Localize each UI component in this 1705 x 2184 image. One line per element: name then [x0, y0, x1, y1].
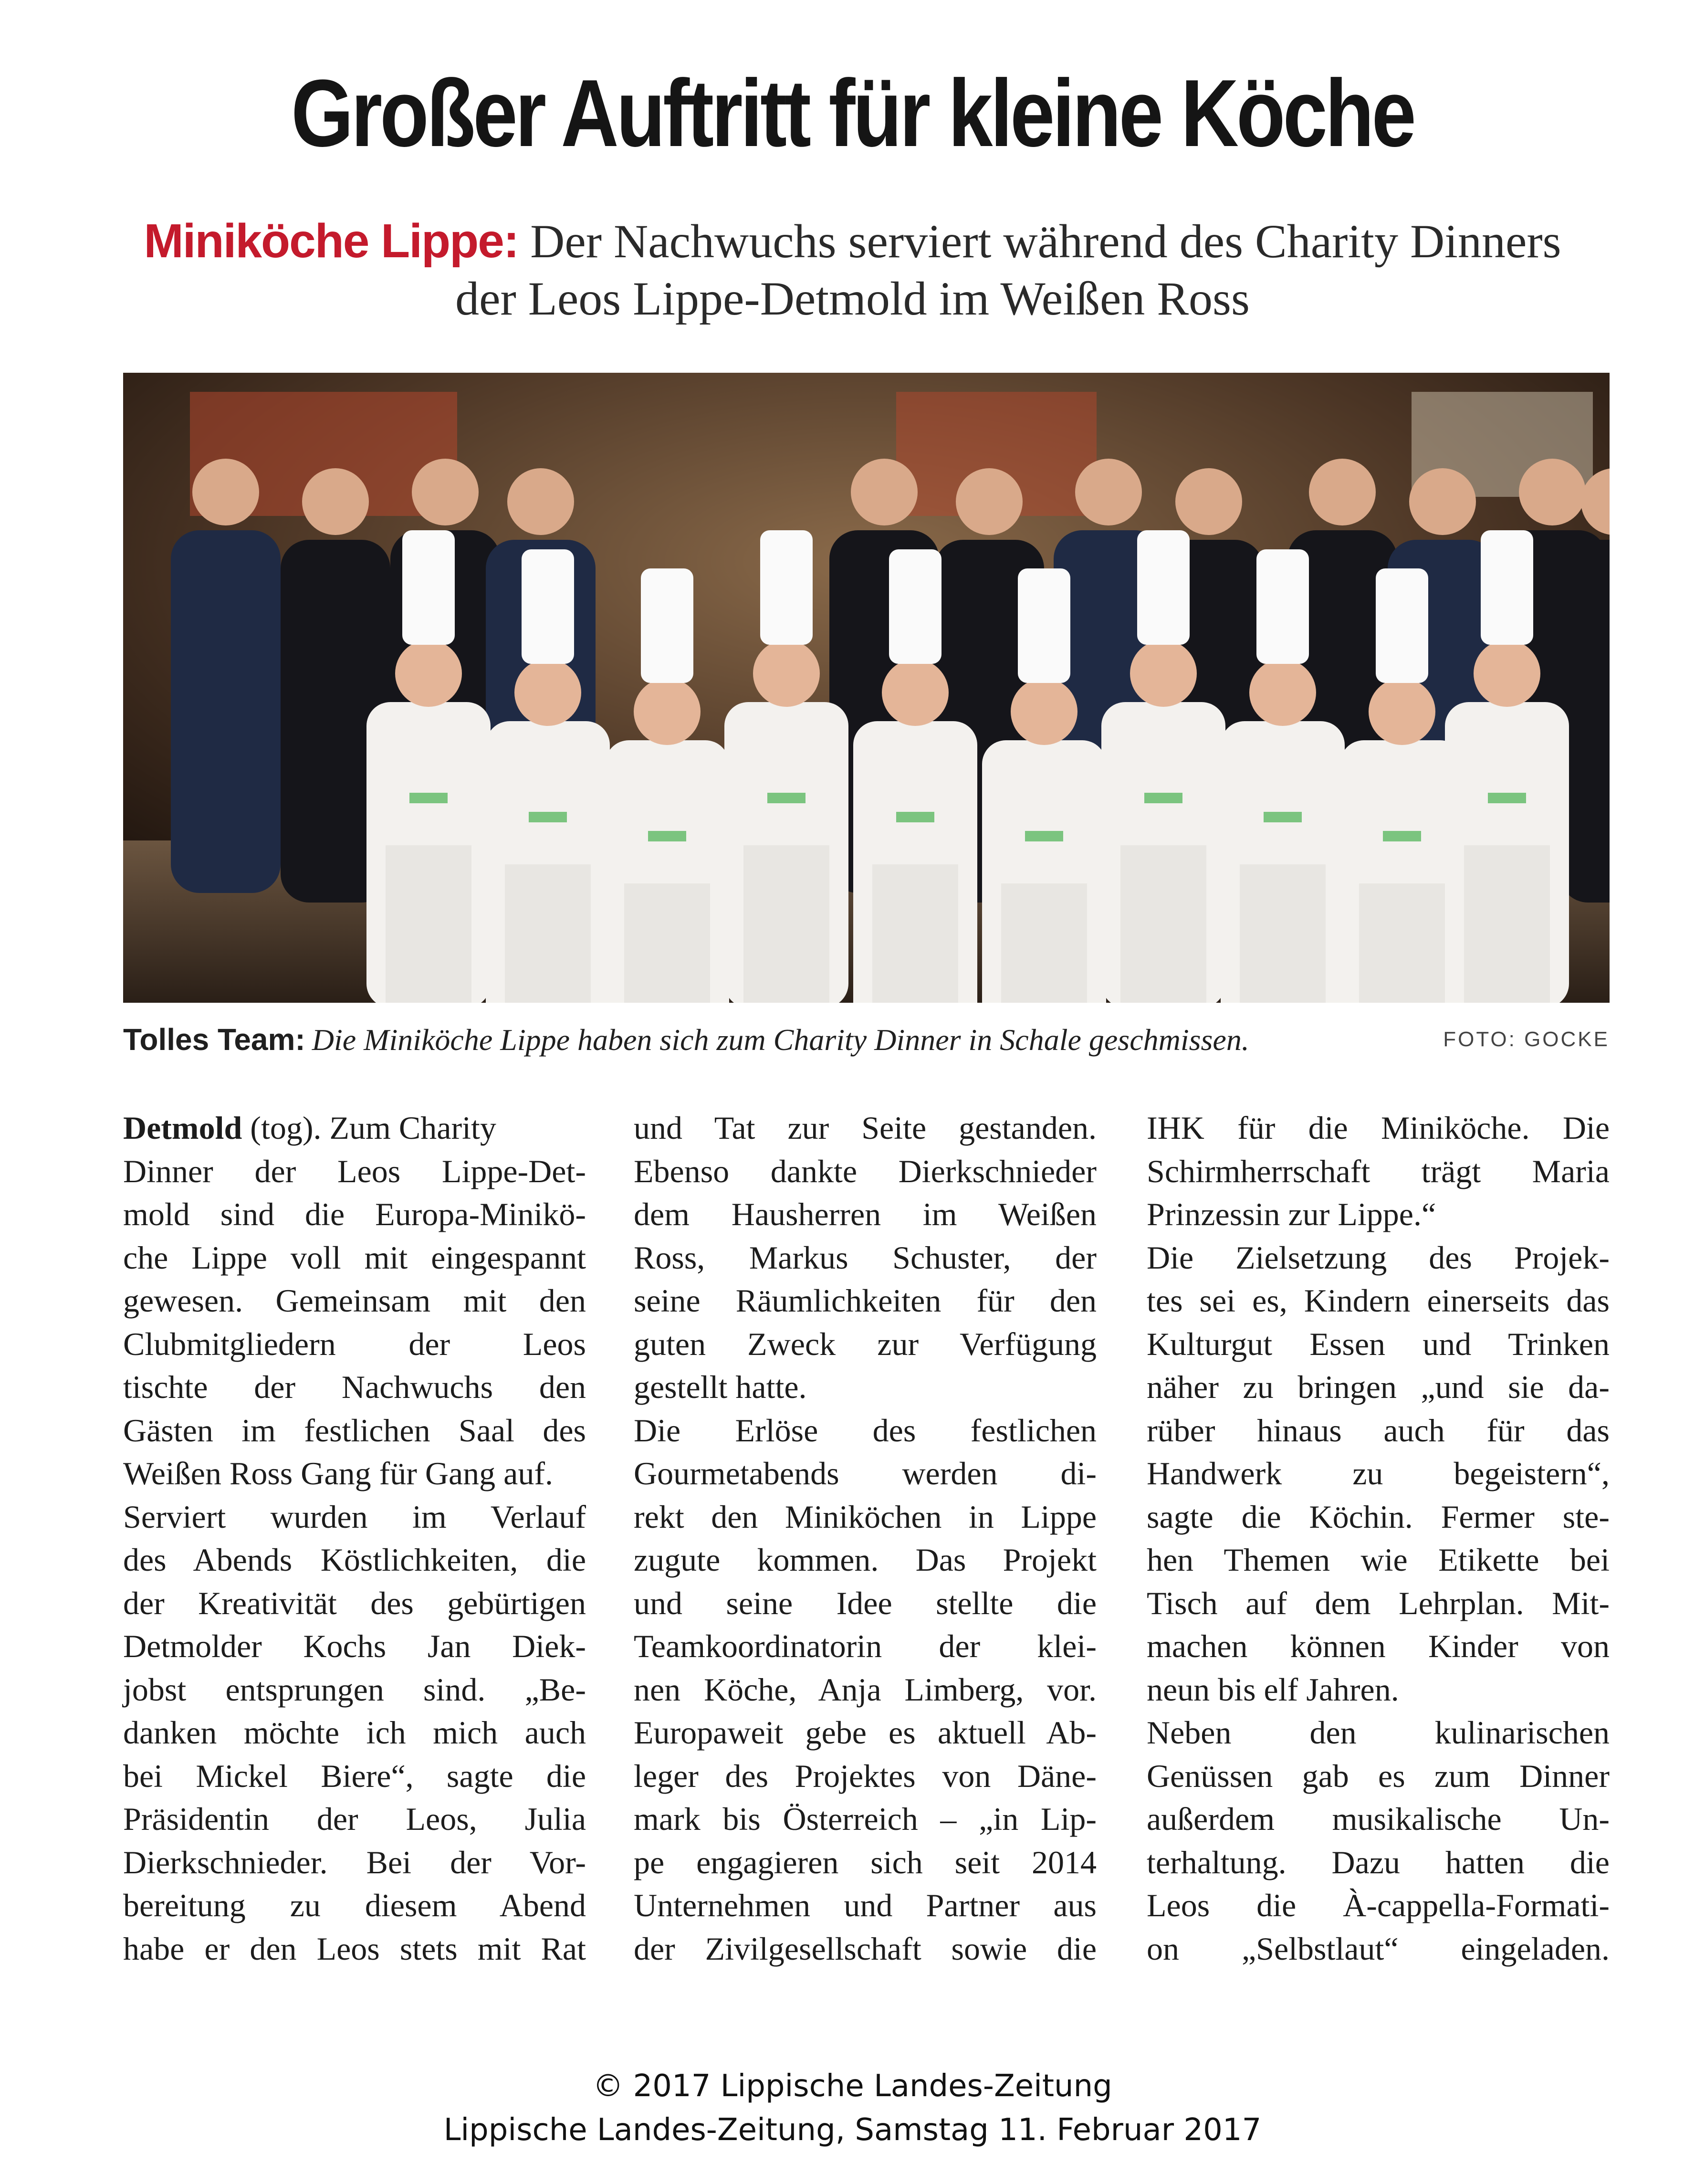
article-line: che Lippe voll mit eingespannt: [123, 1239, 586, 1276]
adult-head: [192, 459, 259, 525]
article-line: der Kreativität des gebürtigen: [123, 1585, 586, 1621]
article-line: Dierkschnieder. Bei der Vor-: [123, 1844, 586, 1880]
chef-hat: [889, 549, 941, 664]
subhead-kicker: Miniköche Lippe:: [144, 214, 519, 268]
article-line: des Abends Köstlichkeiten, die: [123, 1542, 586, 1578]
article-line: Kulturgut Essen und Trinken: [1147, 1325, 1610, 1362]
name-tag: [1383, 831, 1421, 841]
name-tag: [1144, 793, 1182, 803]
chef-apron: [624, 883, 710, 1003]
headline: Großer Auftritt für kleine Köche: [291, 60, 1414, 167]
adult-head: [507, 468, 574, 535]
article-line: näher zu bringen „und sie da-: [1147, 1369, 1610, 1405]
adult-head: [302, 468, 369, 535]
article-line: on „Selbstlaut“ eingeladen.: [1147, 1930, 1610, 1967]
article-line: Detmolder Kochs Jan Diek-: [123, 1628, 586, 1664]
name-tag: [409, 793, 448, 803]
chef-hat: [760, 530, 813, 645]
footer-copyright: © 2017 Lippische Landes-Zeitung: [593, 2068, 1112, 2104]
article-line: Genüssen gab es zum Dinner: [1147, 1757, 1610, 1794]
adult-head: [1075, 459, 1142, 525]
article-line: Handwerk zu begeistern“,: [1147, 1455, 1610, 1491]
name-tag: [896, 812, 934, 822]
chef-apron: [1464, 845, 1550, 1003]
chef-hat: [522, 549, 574, 664]
article-line: terhaltung. Dazu hatten die: [1147, 1844, 1610, 1880]
article-line: Gästen im festlichen Saal des: [123, 1412, 586, 1449]
chef-apron: [386, 845, 471, 1003]
article-line: mark bis Österreich – „in Lip-: [634, 1801, 1097, 1837]
article-line: Die Erlöse des festlichen: [634, 1412, 1097, 1449]
kid-head: [1130, 640, 1197, 707]
kid-head: [1369, 678, 1435, 745]
chef-hat: [641, 568, 693, 683]
article-line: Europaweit gebe es aktuell Ab-: [634, 1714, 1097, 1751]
chef-hat: [402, 530, 455, 645]
name-tag: [648, 831, 686, 841]
article-line: danken möchte ich mich auch: [123, 1714, 586, 1751]
article-line: und seine Idee stellte die: [634, 1585, 1097, 1621]
article-line: dem Hausherren im Weißen: [634, 1196, 1097, 1232]
name-tag: [529, 812, 567, 822]
article-line: bei Mickel Biere“, sagte die: [123, 1757, 586, 1794]
kid-head: [634, 678, 701, 745]
chef-apron: [505, 864, 591, 1003]
subheadline: [0, 212, 1705, 327]
article-line: Präsidentin der Leos, Julia: [123, 1801, 586, 1837]
chef-hat: [1256, 549, 1309, 664]
adult-head: [956, 468, 1023, 535]
adult-head: [412, 459, 479, 525]
photo-illustration: [123, 373, 1610, 1003]
article-line: Teamkoordinatorin der klei-: [634, 1628, 1097, 1664]
article-line: tes sei es, Kindern einerseits das: [1147, 1282, 1610, 1319]
subhead-text-1: Der Nachwuchs serviert während des Charity Dinners: [530, 215, 1561, 268]
article-line: pe engagieren sich seit 2014: [634, 1844, 1097, 1880]
adult-head: [1309, 459, 1376, 525]
chef-apron: [1001, 883, 1087, 1003]
article-line: Weißen Ross Gang für Gang auf.: [123, 1455, 553, 1491]
adult-head: [1519, 459, 1586, 525]
chef-hat: [1481, 530, 1533, 645]
photo-credit: FOTO: GOCKE: [1443, 1028, 1610, 1051]
article-line: Tisch auf dem Lehrplan. Mit-: [1147, 1585, 1610, 1621]
kid-head: [514, 659, 581, 726]
footer-issue: Lippische Landes-Zeitung, Samstag 11. Februar 2017: [443, 2112, 1262, 2148]
dateline: Detmold: [123, 1110, 242, 1146]
subhead-line-1: [0, 212, 1705, 270]
article-line: mold sind die Europa-Minikö-: [123, 1196, 586, 1232]
article-line: Ebenso dankte Dierkschnieder: [634, 1153, 1097, 1189]
article-line: tischte der Nachwuchs den: [123, 1369, 586, 1405]
adult-figure: [171, 530, 281, 893]
article-line: neun bis elf Jahren.: [1147, 1671, 1399, 1708]
article-line: Schirmherrschaft trägt Maria: [1147, 1153, 1610, 1189]
chef-hat: [1018, 568, 1070, 683]
name-tag: [1488, 793, 1526, 803]
article-line: gewesen. Gemeinsam mit den: [123, 1282, 586, 1319]
name-tag: [767, 793, 805, 803]
article-line: bereitung zu diesem Abend: [123, 1887, 586, 1923]
kid-head: [1249, 659, 1316, 726]
kid-head: [753, 640, 820, 707]
article-line: gestellt hatte.: [634, 1369, 807, 1405]
chef-apron: [743, 845, 829, 1003]
article-line: Clubmitgliedern der Leos: [123, 1325, 586, 1362]
photo-caption: [123, 1018, 1610, 1061]
adult-head: [1175, 468, 1242, 535]
article-line: Dinner der Leos Lippe-Det-: [123, 1153, 586, 1189]
name-tag: [1025, 831, 1063, 841]
article-line: hen Themen wie Etikette bei: [1147, 1542, 1610, 1578]
article-line: jobst entsprungen sind. „Be-: [123, 1671, 586, 1708]
footer: [0, 2064, 1705, 2152]
article-line: [123, 1106, 586, 1150]
article-column-2: [634, 1106, 1097, 1970]
article-line: rüber hinaus auch für das: [1147, 1412, 1610, 1449]
article-line: der Zivilgesellschaft sowie die: [634, 1930, 1097, 1967]
article-line: Prinzessin zur Lippe.“: [1147, 1196, 1436, 1232]
article-line: sagte die Köchin. Fermer ste-: [1147, 1498, 1610, 1535]
chef-hat: [1137, 530, 1190, 645]
article-line: zugute kommen. Das Projekt: [634, 1542, 1097, 1578]
adult-head: [851, 459, 918, 525]
chef-apron: [1120, 845, 1206, 1003]
caption-lead: Tolles Team:: [123, 1022, 305, 1057]
article-line: Unternehmen und Partner aus: [634, 1887, 1097, 1923]
group-photo: [123, 373, 1610, 1003]
article-line: Gourmetabends werden di-: [634, 1455, 1097, 1491]
article-line: Ross, Markus Schuster, der: [634, 1239, 1097, 1276]
article-line: und Tat zur Seite gestanden.: [634, 1110, 1097, 1146]
article-column-3: [1147, 1106, 1610, 1970]
article-line: IHK für die Miniköche. Die: [1147, 1110, 1610, 1146]
article-line: Serviert wurden im Verlauf: [123, 1498, 586, 1535]
chef-hat: [1376, 568, 1428, 683]
article-line: Neben den kulinarischen: [1147, 1714, 1610, 1751]
article-line: machen können Kinder von: [1147, 1628, 1610, 1664]
article-line-text: (tog). Zum Charity: [242, 1110, 496, 1146]
article-line: Leos die À-cappella-Formati-: [1147, 1887, 1610, 1923]
kid-head: [1011, 678, 1077, 745]
kid-head: [395, 640, 462, 707]
article-line: leger des Projektes von Däne-: [634, 1757, 1097, 1794]
article-line: nen Köche, Anja Limberg, vor.: [634, 1671, 1097, 1708]
chef-apron: [1359, 883, 1445, 1003]
article-line: rekt den Miniköchen in Lippe: [634, 1498, 1097, 1535]
kid-head: [1474, 640, 1540, 707]
name-tag: [1264, 812, 1302, 822]
article-line: guten Zweck zur Verfügung: [634, 1325, 1097, 1362]
article-line: seine Räumlichkeiten für den: [634, 1282, 1097, 1319]
caption-text: Die Miniköche Lippe haben sich zum Charity Dinner in Schale geschmissen.: [312, 1023, 1249, 1057]
chef-apron: [872, 864, 958, 1003]
article-column-1: [123, 1106, 586, 1970]
chef-apron: [1240, 864, 1326, 1003]
subhead-line-2: der Leos Lippe-Detmold im Weißen Ross: [455, 272, 1250, 325]
article-line: habe er den Leos stets mit Rat: [123, 1930, 586, 1967]
article-line: Die Zielsetzung des Projek-: [1147, 1239, 1610, 1276]
article-line: außerdem musikalische Un-: [1147, 1801, 1610, 1837]
adult-head: [1409, 468, 1476, 535]
kid-head: [882, 659, 949, 726]
